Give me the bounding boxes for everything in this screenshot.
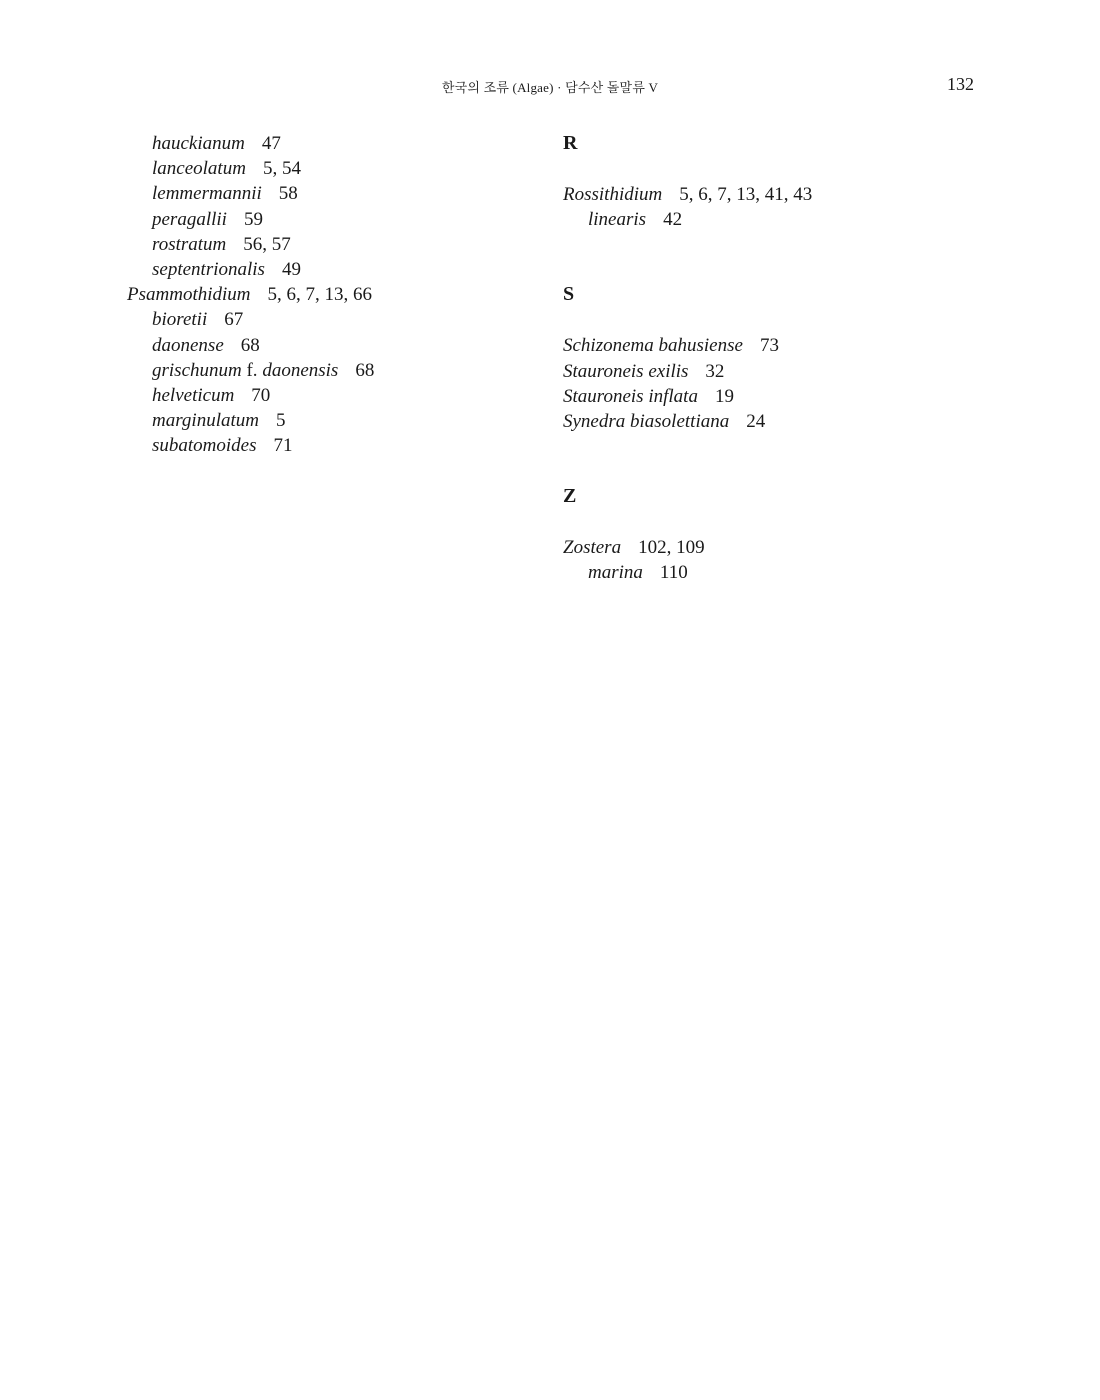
taxon-name: hauckianum <box>152 133 245 154</box>
index-entry <box>127 181 527 206</box>
genus-name: Psammothidium <box>127 284 251 306</box>
index-section-r <box>563 131 983 232</box>
taxon-name: marina <box>588 562 643 584</box>
index-entry-genus <box>127 282 527 307</box>
index-entry <box>127 333 527 358</box>
taxon-name: daonense <box>152 334 224 356</box>
page-refs: 67 <box>224 309 244 331</box>
genus-name: Stauroneis exilis <box>563 360 689 382</box>
page-refs: 5, 54 <box>262 158 301 180</box>
taxon-rank: f. <box>246 359 258 381</box>
taxon-name: helveticum <box>152 384 235 406</box>
taxon-name: peragallii <box>152 208 227 230</box>
taxon-name: bioretii <box>152 309 208 331</box>
page-refs: 24 <box>746 410 766 432</box>
taxon-name: grischunum <box>152 359 242 381</box>
index-entry <box>127 156 527 181</box>
taxon-name: subatomoides <box>152 435 257 457</box>
index-entry-genus <box>563 384 983 409</box>
index-entry <box>127 232 527 257</box>
taxon-name: lemmermannii <box>152 183 262 205</box>
page-refs: 71 <box>273 435 293 457</box>
index-section-s <box>563 282 983 434</box>
taxon-name: marginulatum <box>152 410 259 432</box>
section-letter: Z <box>563 485 577 508</box>
page-refs: 68 <box>240 334 260 356</box>
page-number: 132 <box>947 74 974 94</box>
page-refs: 59 <box>243 208 263 230</box>
page-refs: 102, 109 <box>638 537 705 559</box>
index-entry-genus <box>563 359 983 384</box>
page-refs: 68 <box>355 359 375 381</box>
taxon-name: lanceolatum <box>152 158 246 180</box>
index-entry <box>563 560 983 585</box>
page-refs: 47 <box>261 133 281 154</box>
index-entry <box>127 307 527 332</box>
index-column-left <box>127 131 527 458</box>
index-entry <box>127 207 527 232</box>
taxon-name: septentrionalis <box>152 258 265 280</box>
taxon-name: rostratum <box>152 233 227 255</box>
section-letter: S <box>563 283 575 306</box>
index-entry-genus <box>563 333 983 358</box>
infraspecific-name: daonensis <box>262 359 339 381</box>
running-head: 한국의 조류 (Algae) · 담수산 돌말류 V <box>441 80 659 95</box>
page-refs: 5 <box>275 410 286 432</box>
index-entry <box>127 408 527 433</box>
genus-name: Rossithidium <box>563 184 663 205</box>
index-entry <box>127 257 527 282</box>
index-entry <box>563 207 983 232</box>
taxon-name: linearis <box>588 209 647 231</box>
page-refs: 19 <box>714 385 734 407</box>
page-refs: 110 <box>659 562 688 584</box>
index-entry-genus <box>563 409 983 434</box>
index-entry <box>127 433 527 458</box>
section-letter: R <box>563 132 578 154</box>
page-refs: 73 <box>759 335 779 357</box>
page-refs: 70 <box>251 384 271 406</box>
page-refs: 32 <box>705 360 725 382</box>
page-refs: 58 <box>278 183 298 205</box>
index-column-right <box>563 131 983 586</box>
index-entry-genus <box>563 182 983 207</box>
index-entry <box>127 131 527 156</box>
page-refs: 5, 6, 7, 13, 41, 43 <box>679 184 813 205</box>
index-entry-genus <box>563 535 983 560</box>
page-refs: 56, 57 <box>243 233 291 255</box>
page-refs: 5, 6, 7, 13, 66 <box>267 284 372 306</box>
genus-name: Schizonema bahusiense <box>563 335 743 357</box>
genus-name: Synedra biasolettiana <box>563 410 730 432</box>
genus-name: Zostera <box>563 537 622 559</box>
index-section-z <box>563 484 983 585</box>
genus-name: Stauroneis inflata <box>563 385 698 407</box>
page-refs: 49 <box>281 258 301 280</box>
index-entry <box>127 358 527 383</box>
page-refs: 42 <box>663 209 683 231</box>
index-entry <box>127 383 527 408</box>
